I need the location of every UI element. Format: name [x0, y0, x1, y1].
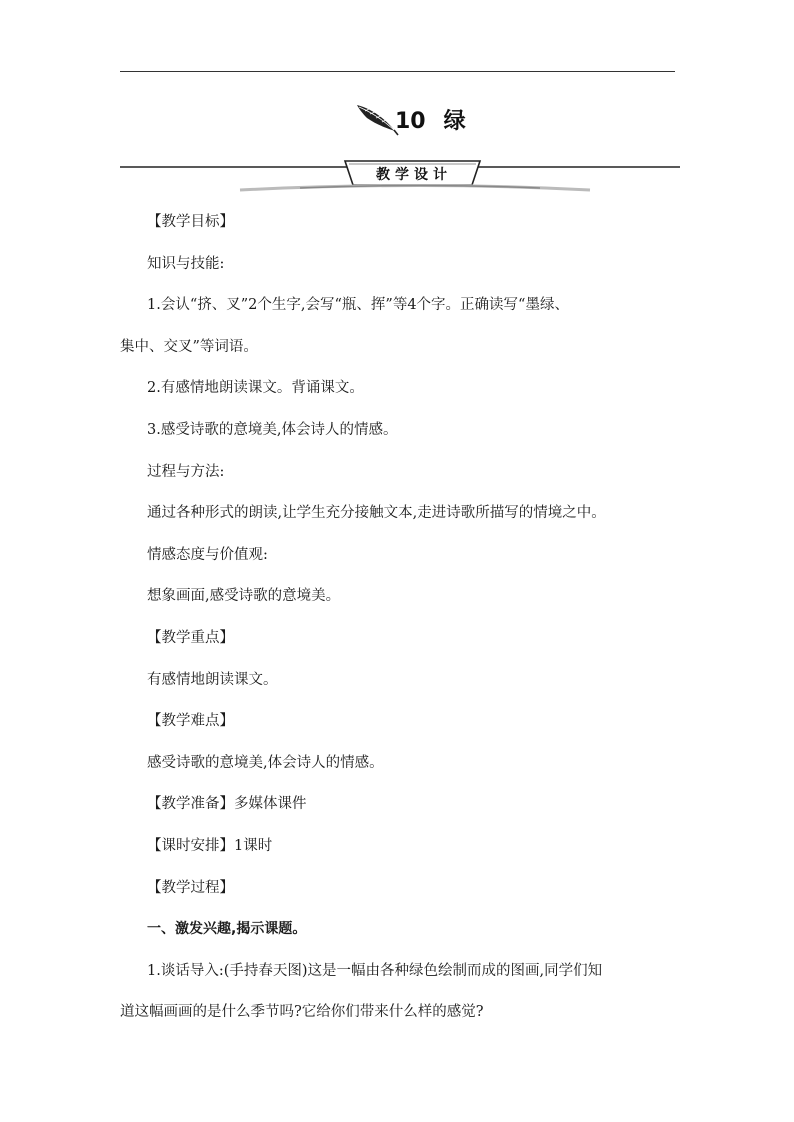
paragraph: 感受诗歌的意境美,体会诗人的情感。 — [147, 754, 384, 771]
top-rule — [120, 71, 675, 72]
objective-item-2: 2.有感情地朗读课文。背诵课文。 — [147, 380, 364, 397]
step-heading-1: 一、激发兴趣,揭示课题。 — [147, 921, 307, 938]
section-banner — [120, 159, 680, 195]
heading-schedule: 【课时安排】1课时 — [147, 837, 273, 854]
heading-preparation: 【教学准备】多媒体课件 — [147, 796, 307, 813]
paragraph: 有感情地朗读课文。 — [147, 671, 278, 688]
lesson-plan-body — [120, 212, 680, 1044]
objective-item-1: 1.会认“挤、叉”2个生字,会写“瓶、挥”等4个字。正确读写“墨绿、 — [147, 297, 569, 314]
quill-pen-icon — [355, 102, 399, 136]
subheading-knowledge-skills: 知识与技能: — [147, 255, 225, 272]
subheading-attitudes-values: 情感态度与价值观: — [147, 546, 268, 563]
heading-key-points: 【教学重点】 — [147, 629, 234, 646]
subheading-process-methods: 过程与方法: — [147, 463, 225, 480]
lesson-heading — [355, 96, 466, 136]
objective-item-3: 3.感受诗歌的意境美,体会诗人的情感。 — [147, 421, 398, 438]
paragraph: 通过各种形式的朗读,让学生充分接触文本,走进诗歌所描写的情境之中。 — [147, 505, 606, 522]
heading-teaching-process: 【教学过程】 — [147, 879, 234, 896]
heading-difficulties: 【教学难点】 — [147, 713, 234, 730]
heading-teaching-objectives: 【教学目标】 — [147, 214, 234, 230]
lesson-number: 10 — [395, 109, 426, 134]
step-1-paragraph-cont: 道这幅画画的是什么季节吗?它给你们带来什么样的感觉? — [120, 1004, 484, 1021]
paragraph: 想象画面,感受诗歌的意境美。 — [147, 588, 341, 605]
objective-item-1-cont: 集中、交叉”等词语。 — [120, 338, 258, 355]
lesson-title: 绿 — [443, 109, 466, 134]
step-1-paragraph: 1.谈话导入:(手持春天图)这是一幅由各种绿色绘制而成的图画,同学们知 — [147, 962, 603, 979]
section-banner-label: 教学设计 — [376, 167, 452, 183]
